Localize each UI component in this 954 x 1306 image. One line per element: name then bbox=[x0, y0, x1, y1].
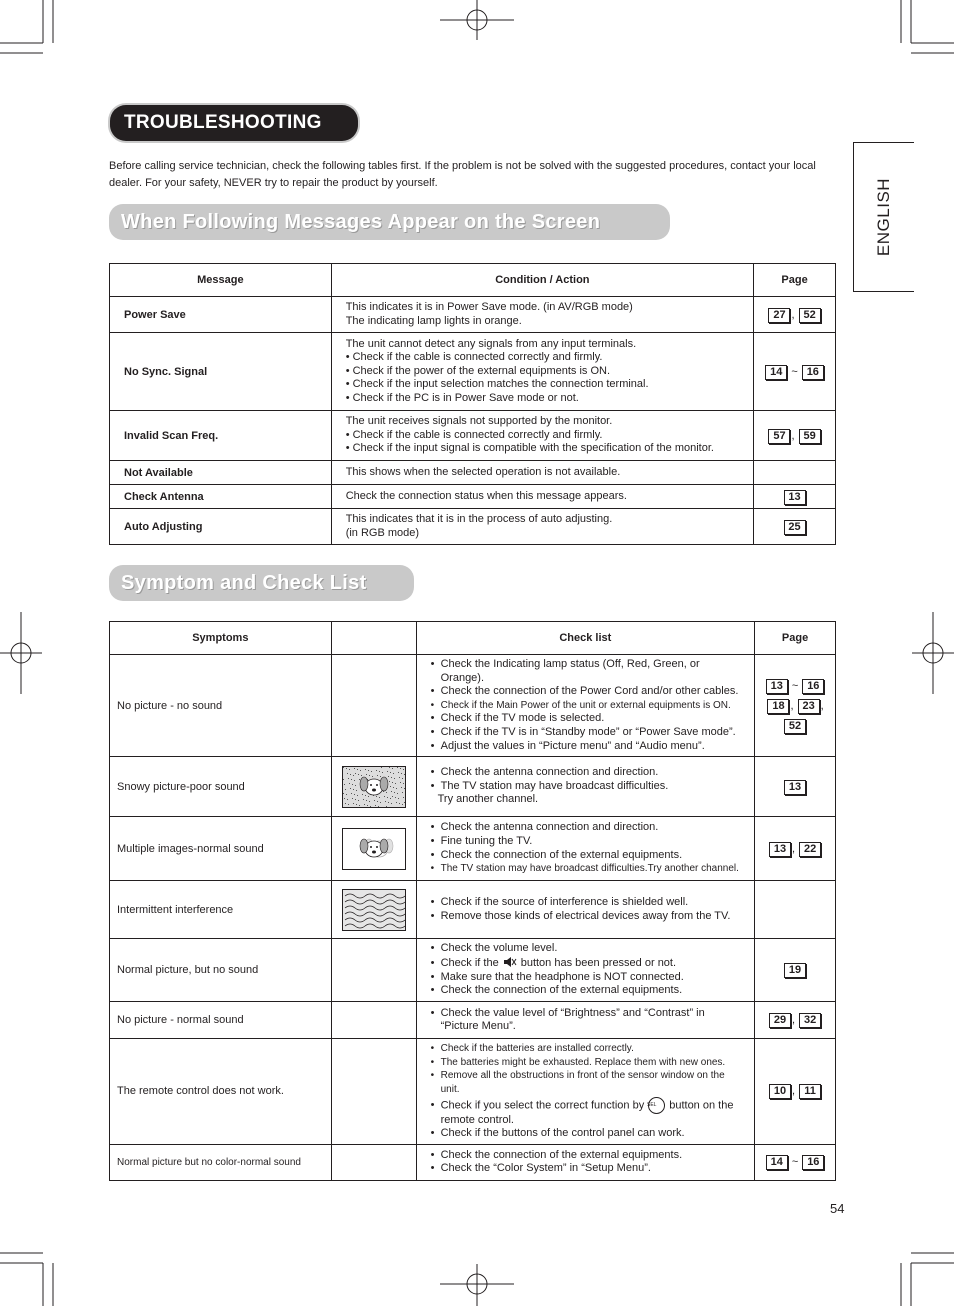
page-reference[interactable]: 22 bbox=[799, 842, 821, 857]
check-text: Remove all the obstructions in front of the sensor window on the unit. bbox=[440, 1070, 725, 1095]
check-item: • Check if the source of interference is shielded well. bbox=[431, 896, 740, 910]
symptom-image-cell bbox=[331, 655, 416, 757]
page-separator: , bbox=[791, 308, 798, 321]
column-header bbox=[331, 622, 416, 655]
page-number: 54 bbox=[830, 1201, 845, 1216]
messages-table bbox=[109, 263, 836, 545]
condition-line: • Check if the input signal is compatible with the specification of the monitor. bbox=[345, 442, 714, 455]
symptom-name: No picture - no sound bbox=[110, 655, 332, 757]
page-title: TROUBLESHOOTING bbox=[110, 105, 358, 141]
page-reference[interactable]: 16 bbox=[802, 1155, 824, 1170]
check-item: • Check if the Main Power of the unit or external equipments is ON. bbox=[431, 699, 740, 713]
checklist-cell bbox=[416, 1039, 754, 1145]
message-name: No Sync. Signal bbox=[110, 333, 332, 411]
condition-line: • Check if the cable is connected correctly and firmly. bbox=[345, 428, 603, 441]
condition-line: • Check if the PC is in Power Save mode or not. bbox=[345, 392, 579, 405]
checklist-cell bbox=[416, 1144, 754, 1180]
messages-heading: When Following Messages Appear on the Screen bbox=[109, 204, 670, 240]
symptom-image-cell bbox=[331, 1144, 416, 1180]
table-row bbox=[110, 1002, 836, 1039]
column-header: Message bbox=[110, 264, 332, 297]
column-header: Check list bbox=[416, 622, 754, 655]
interference-lines-icon bbox=[342, 889, 406, 931]
page-separator: , bbox=[791, 842, 799, 855]
page-reference[interactable]: 13 bbox=[766, 679, 788, 694]
condition-cell bbox=[331, 411, 753, 461]
checklist-cell bbox=[416, 881, 754, 939]
symptom-image-cell bbox=[331, 757, 416, 817]
page-cell bbox=[754, 485, 836, 509]
page-cell bbox=[754, 509, 836, 545]
condition-line: • Check if the power of the external equipments is ON. bbox=[345, 364, 611, 377]
page-reference[interactable]: 10 bbox=[769, 1084, 791, 1099]
page-line bbox=[755, 676, 835, 696]
table-header-row bbox=[110, 622, 836, 655]
symptom-image-cell bbox=[331, 939, 416, 1002]
page-cell bbox=[755, 655, 836, 757]
column-header: Page bbox=[755, 622, 836, 655]
condition-line: This indicates that it is in the process of auto adjusting. bbox=[345, 513, 613, 526]
check-text: Make sure that the headphone is NOT connected. bbox=[440, 970, 684, 983]
page-cell bbox=[755, 1002, 836, 1039]
page-separator: ~ bbox=[788, 1156, 802, 1169]
table-row bbox=[110, 939, 836, 1002]
page-reference[interactable]: 59 bbox=[799, 429, 821, 444]
check-text: The batteries might be exhausted. Replace them with new ones. bbox=[440, 1056, 726, 1068]
condition-cell bbox=[331, 485, 753, 509]
table-header-row bbox=[110, 264, 836, 297]
symptom-name: Normal picture, but no sound bbox=[110, 939, 332, 1002]
check-item: • Check the value level of “Brightness” and “Contrast” in “Picture Menu”. bbox=[431, 1007, 740, 1034]
condition-cell bbox=[331, 461, 753, 485]
symptom-name: The remote control does not work. bbox=[110, 1039, 332, 1145]
page-cell bbox=[755, 939, 836, 1002]
table-row bbox=[110, 411, 836, 461]
page-separator: , bbox=[791, 1014, 799, 1027]
check-item bbox=[431, 971, 740, 985]
check-item bbox=[431, 1069, 740, 1096]
page-cell bbox=[754, 297, 836, 333]
page-cell bbox=[755, 757, 836, 817]
language-tab bbox=[853, 142, 914, 292]
page-reference[interactable]: 16 bbox=[802, 365, 824, 380]
check-item bbox=[431, 1097, 740, 1128]
symptom-image-cell bbox=[331, 881, 416, 939]
check-item: • Check the “Color System” in “Setup Menu”. bbox=[431, 1162, 740, 1176]
message-name: Auto Adjusting bbox=[110, 509, 332, 545]
page-reference[interactable]: 25 bbox=[784, 520, 806, 535]
page-separator: , bbox=[791, 1085, 799, 1098]
message-name: Invalid Scan Freq. bbox=[110, 411, 332, 461]
table-row bbox=[110, 297, 836, 333]
check-item: • Check the antenna connection and direction. bbox=[431, 766, 740, 780]
check-item bbox=[431, 942, 740, 956]
page-line bbox=[755, 696, 835, 716]
page-cell bbox=[754, 411, 836, 461]
page-cell bbox=[755, 1039, 836, 1145]
page-separator: , bbox=[790, 699, 797, 712]
check-item: • Remove those kinds of electrical devices away from the TV. bbox=[431, 910, 740, 924]
page-separator: , bbox=[791, 429, 798, 442]
table-row bbox=[110, 1039, 836, 1145]
page-separator: ~ bbox=[788, 365, 801, 378]
condition-line: (in RGB mode) bbox=[345, 526, 420, 539]
checklist-cell bbox=[416, 757, 754, 817]
symptom-name: Snowy picture-poor sound bbox=[110, 757, 332, 817]
check-text: Check the connection of the external equipments. bbox=[440, 984, 683, 997]
check-item: • Check the connection of the external equipments. bbox=[431, 849, 740, 863]
intro-text: Before calling service technician, check the following tables first. If the problem is not be solved with the suggested procedures, contact your local dealer. For your safety, NEVER try to repair the product by yourself. bbox=[109, 160, 816, 189]
table-row bbox=[110, 509, 836, 545]
condition-line: The unit receives signals not supported by the monitor. bbox=[345, 415, 613, 428]
condition-line: • Check if the input selection matches the connection terminal. bbox=[345, 378, 649, 391]
page-reference[interactable]: 19 bbox=[784, 963, 806, 978]
symptom-name: No picture - normal sound bbox=[110, 1002, 332, 1039]
message-name: Check Antenna bbox=[110, 485, 332, 509]
table-row bbox=[110, 461, 836, 485]
page-reference[interactable]: 16 bbox=[802, 679, 824, 694]
page-reference[interactable]: 13 bbox=[769, 842, 791, 857]
page-reference[interactable]: 14 bbox=[766, 1155, 788, 1170]
check-text: Check if the bbox=[440, 957, 499, 970]
page-reference[interactable]: 14 bbox=[765, 365, 787, 380]
check-item: • Fine tuning the TV. bbox=[431, 835, 740, 849]
page-cell bbox=[754, 461, 836, 485]
condition-line: The indicating lamp lights in orange. bbox=[345, 314, 522, 327]
sel-button-icon: SEL bbox=[648, 1097, 665, 1114]
checklist-cell bbox=[416, 655, 754, 757]
page-line bbox=[755, 716, 835, 736]
condition-line: This shows when the selected operation is not available. bbox=[345, 465, 621, 478]
symptom-image-cell bbox=[331, 1002, 416, 1039]
column-header: Symptoms bbox=[110, 622, 332, 655]
page-reference[interactable]: 18 bbox=[767, 699, 789, 714]
condition-line: Check the connection status when this message appears. bbox=[345, 489, 627, 502]
table-row bbox=[110, 881, 836, 939]
check-item bbox=[431, 984, 740, 998]
language-tab-label: ENGLISH bbox=[874, 177, 893, 257]
table-row bbox=[110, 1144, 836, 1180]
symptom-image-cell bbox=[331, 1039, 416, 1145]
page-cell bbox=[755, 1144, 836, 1180]
check-item: • Check if the TV mode is selected. bbox=[431, 712, 740, 726]
page-separator: , bbox=[820, 699, 824, 712]
check-item: • Adjust the values in “Picture menu” and “Audio menu”. bbox=[431, 740, 740, 754]
page-separator: ~ bbox=[788, 679, 802, 692]
check-text: button has been pressed or not. bbox=[520, 957, 677, 970]
check-text: Check the volume level. bbox=[440, 942, 558, 955]
condition-cell bbox=[331, 333, 753, 411]
page-reference[interactable]: 23 bbox=[798, 699, 820, 714]
symptom-name: Multiple images-normal sound bbox=[110, 817, 332, 881]
check-item: • Check the Indicating lamp status (Off, Red, Green, or Orange). bbox=[431, 658, 740, 685]
check-item bbox=[431, 956, 740, 971]
message-name: Not Available bbox=[110, 461, 332, 485]
table-row bbox=[110, 757, 836, 817]
page-reference[interactable]: 13 bbox=[784, 490, 806, 505]
condition-line: This indicates it is in Power Save mode. (in AV/RGB mode) bbox=[345, 301, 633, 313]
checklist-cell bbox=[416, 817, 754, 881]
column-header: Condition / Action bbox=[331, 264, 753, 297]
check-item: • Check the antenna connection and direction. bbox=[431, 821, 740, 835]
table-row bbox=[110, 655, 836, 757]
check-item-continued: Try another channel. bbox=[437, 793, 539, 806]
page-reference[interactable]: 32 bbox=[799, 1013, 821, 1028]
check-text: Check if you select the correct function by bbox=[440, 1098, 645, 1111]
page-reference[interactable]: 29 bbox=[769, 1013, 791, 1028]
condition-line: The unit cannot detect any signals from any input terminals. bbox=[345, 337, 637, 350]
page-cell bbox=[754, 333, 836, 411]
condition-cell bbox=[331, 509, 753, 545]
page-reference[interactable]: 52 bbox=[784, 719, 806, 734]
page-reference[interactable]: 13 bbox=[784, 780, 806, 795]
page-reference[interactable]: 57 bbox=[768, 429, 790, 444]
check-item bbox=[431, 1056, 740, 1070]
checklist-cell bbox=[416, 1002, 754, 1039]
table-row bbox=[110, 333, 836, 411]
check-text: Check if the buttons of the control panel can work. bbox=[440, 1127, 685, 1140]
table-row bbox=[110, 817, 836, 881]
page-cell bbox=[755, 881, 836, 939]
check-item: • Check if the TV is in “Standby mode” or “Power Save mode”. bbox=[431, 726, 740, 740]
check-item: • The TV station may have broadcast difficulties.Try another channel. bbox=[431, 862, 740, 876]
symptom-name: Normal picture but no color-normal sound bbox=[110, 1144, 332, 1180]
check-text: Check if the batteries are installed correctly. bbox=[440, 1043, 634, 1055]
check-item: • The TV station may have broadcast difficulties. bbox=[431, 780, 740, 794]
page-reference[interactable]: 27 bbox=[768, 308, 790, 323]
checklist-cell bbox=[416, 939, 754, 1002]
condition-line: • Check if the cable is connected correctly and firmly. bbox=[345, 351, 603, 364]
check-item bbox=[431, 1127, 740, 1141]
check-item: • Check the connection of the Power Cord and/or other cables. bbox=[431, 685, 740, 699]
table-row bbox=[110, 485, 836, 509]
column-header: Page bbox=[754, 264, 836, 297]
message-name: Power Save bbox=[110, 297, 332, 333]
symptoms-table bbox=[109, 621, 836, 1181]
check-text: button on the remote control. bbox=[440, 1098, 734, 1126]
mute-icon bbox=[499, 957, 521, 969]
check-item bbox=[431, 1042, 740, 1056]
snowy-picture-icon bbox=[342, 766, 406, 808]
condition-cell bbox=[331, 297, 753, 333]
symptoms-heading: Symptom and Check List bbox=[109, 565, 414, 601]
page-reference[interactable]: 52 bbox=[799, 308, 821, 323]
page-reference[interactable]: 11 bbox=[799, 1084, 821, 1099]
page-cell bbox=[755, 817, 836, 881]
symptom-name: Intermittent interference bbox=[110, 881, 332, 939]
check-item: • Check the connection of the external equipments. bbox=[431, 1149, 740, 1163]
symptom-image-cell bbox=[331, 817, 416, 881]
ghost-image-icon bbox=[342, 828, 406, 870]
